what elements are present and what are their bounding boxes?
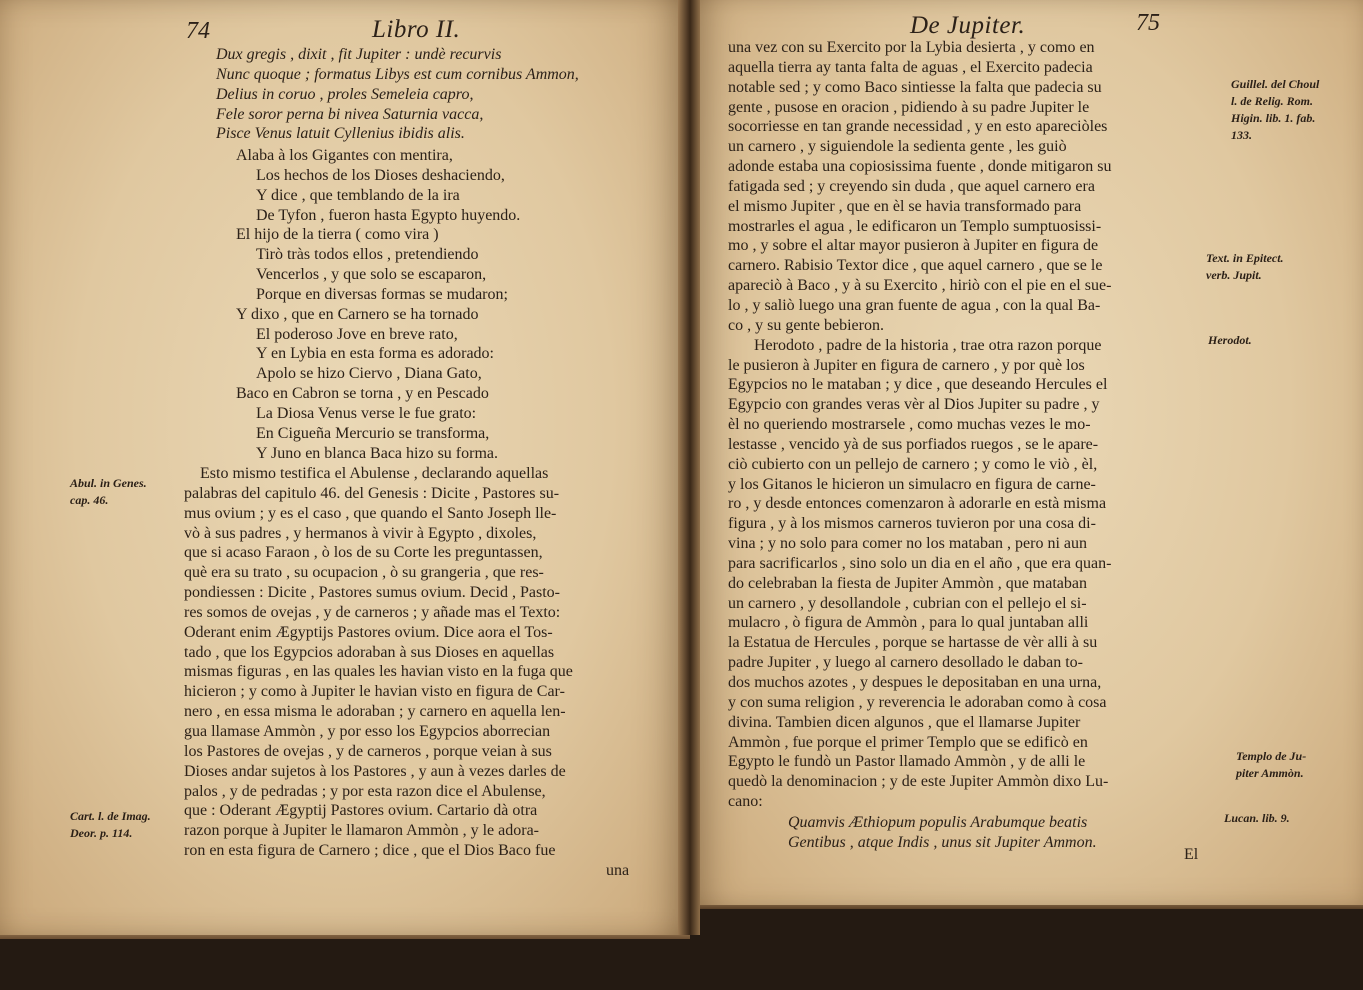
prose-line: que : Oderant Ægyptij Pastores ovium. Cartario dà otra <box>184 802 538 820</box>
prose-line: notable sed ; y como Baco sintiesse la falta que padecia su <box>728 78 1102 96</box>
verse-line: Tirò tràs todos ellos , pretendiendo <box>256 246 479 264</box>
latin-verse-line: Dux gregis , dixit , fit Jupiter : undè recurvis <box>216 46 502 63</box>
prose-line: que si acaso Faraon , ò los de su Corte les preguntassen, <box>184 544 543 562</box>
prose-line: ron en esta figura de Carnero ; dice , que el Dios Baco fue <box>184 842 556 860</box>
prose-line: mostrarles el agua , le edificaron un Templo sumptuosissi- <box>728 217 1102 235</box>
prose-line: padre Jupiter , y luego al carnero desollado le daban to- <box>728 654 1083 672</box>
margin-note-line: 133. <box>1231 128 1252 142</box>
prose-line: vina ; y no solo para comer no los mataban , pero ni aun <box>728 535 1088 553</box>
margin-note-line: piter Ammòn. <box>1236 766 1304 780</box>
prose-line: Oderant enim Ægyptijs Pastores ovium. Dice aora el Tos- <box>184 623 553 641</box>
prose-line: hicieron ; y como à Jupiter le havian visto en figura de Car- <box>184 683 565 701</box>
prose-line: mo , y sobre el altar mayor pusieron à Jupiter en figura de <box>728 237 1099 255</box>
verse-line: La Diosa Venus verse le fue grato: <box>256 404 477 422</box>
prose-line: Herodoto , padre de la historia , trae otra razon porque <box>754 336 1102 354</box>
margin-note-line: Cart. l. de Imag. <box>70 809 151 823</box>
latin-verse-block <box>216 45 579 144</box>
margin-note-line: Higin. lib. 1. fab. <box>1231 111 1316 125</box>
latin-verse-line: Pisce Venus latuit Cyllenius ibidis alis. <box>216 125 465 143</box>
margin-note <box>70 475 147 509</box>
verse-line: Y Juno en blanca Baca hizo su forma. <box>256 444 498 462</box>
right-page-number: 75 <box>1136 10 1160 36</box>
margin-note-line: verb. Jupit. <box>1206 268 1262 282</box>
margin-note-line: Abul. in Genes. <box>70 476 147 490</box>
prose-line: èl no queriendo mostrarsele , como muchas vezes le mo- <box>728 416 1091 434</box>
verse-line: Y dixo , que en Carnero se ha tornado <box>236 305 479 323</box>
prose-line: quedò la denominacion ; y de este Jupiter Ammòn dixo Lu- <box>728 773 1109 791</box>
right-page <box>688 0 1363 905</box>
margin-note-line: Text. in Epitect. <box>1206 251 1284 265</box>
prose-line: fatigada sed ; y creyendo sin duda , que aquel carnero era <box>728 177 1095 195</box>
prose-line: res somos de ovejas , y de carneros ; y añade mas el Texto: <box>184 603 561 621</box>
prose-line: carnero. Rabisio Textor dice , que aquel carnero , que se le <box>728 257 1103 275</box>
prose-line: le pusieron à Jupiter en figura de carnero , y por què los <box>728 356 1085 374</box>
margin-note-line: Herodot. <box>1208 333 1252 347</box>
prose-line: aquella tierra ay tanta falta de aguas , el Exercito padecia <box>728 58 1093 76</box>
left-running-head: Libro II. <box>372 16 461 43</box>
verse-line: Los hechos de los Dioses deshaciendo, <box>256 166 505 184</box>
prose-line: adonde estaba una copiosissima fuente , donde mitigaron su <box>728 158 1112 176</box>
verse-line: Apolo se hizo Ciervo , Diana Gato, <box>256 365 482 383</box>
prose-line: un carnero , y siguiendole la sedienta gente , les guiò <box>728 138 1067 156</box>
left-page <box>0 0 688 935</box>
left-page-number: 74 <box>186 18 210 44</box>
prose-line: ciò cubierto con un pellejo de carnero ; y como le viò , èl, <box>728 455 1098 473</box>
verse-line: Baco en Cabron se torna , y en Pescado <box>236 385 489 403</box>
prose-line: Egypcios no le mataban ; y dice , que deseando Hercules el <box>728 376 1108 394</box>
latin-verse-line: Gentibus , atque Indis , unus sit Jupiter Ammon. <box>788 833 1097 851</box>
prose-line: ro , y desde entonces comenzaron à adorarle en està misma <box>728 495 1107 513</box>
prose-line: divina. Tambien dicen algunos , que el llamarse Jupiter <box>728 713 1081 731</box>
margin-note-line: l. de Relig. Rom. <box>1231 94 1313 108</box>
margin-note <box>1206 250 1284 284</box>
prose-line: palabras del capitulo 46. del Genesis : Dicite , Pastores su- <box>184 484 560 502</box>
prose-line: un carnero , y desollandole , cubrian con el pellejo el si- <box>728 594 1087 612</box>
verse-line: De Tyfon , fueron hasta Egypto huyendo. <box>256 206 521 224</box>
right-catchword: El <box>1184 846 1199 863</box>
margin-note <box>1224 810 1290 827</box>
spanish-verse-block <box>236 146 520 464</box>
prose-line: vò à sus padres , y hermanos à vivir à Egypto , dixoles, <box>184 524 537 542</box>
prose-line: lestasse , vencido yà de sus porfiados ruegos , se le apare- <box>728 435 1099 453</box>
prose-line: palos , y de pedradas ; y por esta razon dice el Abulense, <box>184 782 546 800</box>
prose-block <box>184 464 654 861</box>
verse-line: Porque en diversas formas se mudaron; <box>256 285 508 303</box>
prose-line: y los Gitanos le hicieron un simulacro en figura de carne- <box>728 475 1096 493</box>
prose-block <box>728 38 1208 812</box>
prose-line: dos muchos azotes , y despues le depositaban en una urna, <box>728 674 1102 691</box>
prose-line: pondiessen : Dicite , Pastores sumus ovium. Decid , Pasto- <box>184 584 560 602</box>
verse-line: Y en Lybia en esta forma es adorado: <box>256 345 494 363</box>
left-catchword: una <box>606 862 630 879</box>
prose-line: la Estatua de Hercules , porque se hartasse de vèr alli à su <box>728 634 1098 652</box>
verse-line: El hijo de la tierra ( como vira ) <box>236 226 439 244</box>
prose-line: Ammòn , fue porque el primer Templo que se edificò en <box>728 733 1088 751</box>
margin-note-line: cap. 46. <box>70 493 109 507</box>
prose-line: razon porque à Jupiter le llamaron Ammòn , y le adora- <box>184 822 539 840</box>
verse-line: Y dice , que temblando de la ira <box>256 186 460 204</box>
prose-line: para sacrificarlos , sino solo un dia en el año , que era quan- <box>728 554 1112 572</box>
latin-verse-block <box>788 813 1097 853</box>
prose-line: què era su trato , su ocupacion , ò su grangeria , que res- <box>184 564 544 582</box>
margin-note <box>1208 332 1252 349</box>
prose-line: socorriesse en tan grande necessidad , y en esto apareciòles <box>728 118 1108 136</box>
prose-line: una vez con su Exercito por la Lybia desierta , y como en <box>728 39 1095 56</box>
right-running-head: De Jupiter. <box>910 12 1026 39</box>
latin-verse-line: Quamvis Æthiopum populis Arabumque beatis <box>788 814 1088 831</box>
prose-line: apareciò à Baco , y à su Exercito , hiriò con el pie en el sue- <box>728 277 1112 295</box>
prose-line: los Pastores de ovejas , y de carneros , porque veian à sus <box>184 742 552 760</box>
prose-line: mismas figuras , en las quales les havian visto en la fuga que <box>184 663 573 681</box>
latin-verse-line: Delius in coruo , proles Semeleia capro, <box>216 85 474 103</box>
prose-line: cano: <box>728 793 763 811</box>
prose-line: nero , en essa misma le adoraban ; y carnero en aquella len- <box>184 703 566 721</box>
prose-line: el mismo Jupiter , que en èl se havia transformado para <box>728 197 1082 215</box>
prose-line: gente , pusose en oracion , pidiendo à su padre Jupiter le <box>728 98 1090 116</box>
prose-line: y con suma religion , y reverencia le adoraban como à cosa <box>728 693 1107 711</box>
prose-line: Egypto le fundò un Pastor llamado Ammòn , y de alli le <box>728 753 1086 771</box>
margin-note-line: Deor. p. 114. <box>70 826 133 840</box>
margin-note-line: Templo de Ju- <box>1236 749 1307 763</box>
latin-verse-line: Nunc quoque ; formatus Libys est cum cornibus Ammon, <box>216 65 579 83</box>
verse-line: Vencerlos , y que solo se escaparon, <box>256 266 487 284</box>
verse-line: Alaba à los Gigantes con mentira, <box>236 147 453 164</box>
book-gutter <box>678 0 700 935</box>
prose-line: mulacro , ò figura de Ammòn , para lo qual juntaban alli <box>728 614 1089 632</box>
margin-note <box>70 808 151 842</box>
prose-line: mus ovium ; y es el caso , que quando el Santo Joseph lle- <box>184 504 557 522</box>
prose-line: Dioses andar sujetos à los Pastores , y aun à vezes darles de <box>184 762 566 780</box>
prose-line: figura , y à los mismos carneros tuvieron por una cosa di- <box>728 515 1096 533</box>
prose-line: Esto mismo testifica el Abulense , declarando aquellas <box>200 465 549 482</box>
prose-line: Egypcio con grandes veras vèr al Dios Jupiter su padre , y <box>728 396 1100 414</box>
margin-note-line: Lucan. lib. 9. <box>1224 811 1290 825</box>
prose-line: do celebraban la fiesta de Jupiter Ammòn , que mataban <box>728 574 1087 592</box>
verse-line: El poderoso Jove en breve rato, <box>256 325 458 343</box>
prose-line: lo , y saliò luego una gran fuente de agua , con la qual Ba- <box>728 296 1101 314</box>
prose-line: tado , que los Egypcios adoraban à sus Dioses en aquellas <box>184 643 555 661</box>
prose-line: co , y su gente bebieron. <box>728 316 884 334</box>
margin-note <box>1231 76 1319 144</box>
verse-line: En Cigueña Mercurio se transforma, <box>256 424 490 442</box>
latin-verse-line: Fele soror perna bi nivea Saturnia vacca, <box>216 105 484 123</box>
margin-note <box>1236 748 1306 782</box>
prose-line: gua llamase Ammòn , y por esso los Egypcios aborrecian <box>184 722 551 740</box>
margin-note-line: Guillel. del Choul <box>1231 77 1320 91</box>
